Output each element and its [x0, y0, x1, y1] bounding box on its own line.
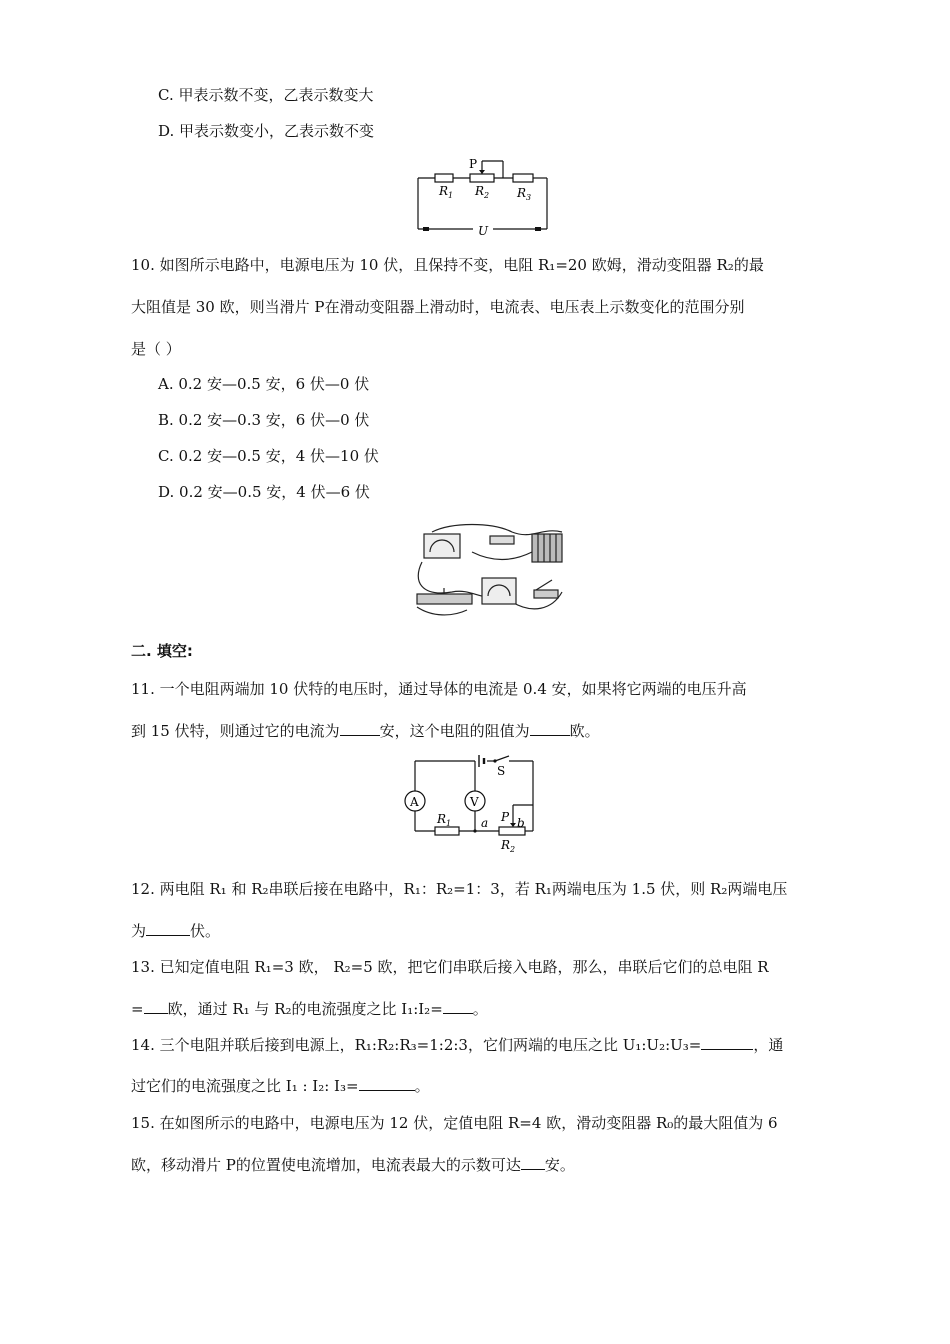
q14-blank-voltage-ratio[interactable] — [701, 1035, 753, 1050]
q15-blank-current[interactable] — [521, 1155, 545, 1170]
ammeter-label: A — [410, 795, 419, 809]
q12-text-a: 为 — [131, 922, 147, 940]
point-b-label: b — [517, 816, 525, 830]
q13-blank-ratio[interactable] — [443, 999, 473, 1014]
meter-circuit-diagram — [405, 753, 540, 853]
fig3-slider-label: P — [501, 810, 510, 824]
q11-blank-resistance[interactable] — [530, 721, 570, 736]
q14-text-d: 。 — [414, 1077, 430, 1095]
q14-blank-current-ratio[interactable] — [359, 1076, 415, 1091]
q10-option-a: A. 0.2 安—0.5 安，6 伏—0 伏 — [158, 375, 370, 393]
svg-text:R1 — [438, 184, 453, 200]
option-c: C. 甲表示数不变，乙表示数变大 — [158, 86, 374, 104]
q15-text-a: 欧，移动滑片 P的位置使电流增加，电流表最大的示数可达 — [131, 1156, 521, 1174]
q10-line3: 是（ ） — [131, 340, 181, 358]
fig3-r1-label: R — [437, 812, 447, 826]
r2-sub: 2 — [484, 191, 490, 200]
q13-blank-total[interactable] — [144, 999, 168, 1014]
svg-text:R3 — [516, 186, 531, 202]
q14-text-c: 过它们的电流强度之比 I₁ : I₂: I₃= — [131, 1077, 359, 1095]
switch-label: S — [497, 764, 506, 778]
r3-label: R — [517, 186, 527, 200]
q10-line1: 10. 如图所示电路中，电源电压为 10 伏，且保持不变，电阻 R₁=20 欧姆，滑动变阻器 R₂的最 — [131, 256, 764, 274]
q11-line1: 11. 一个电阻两端加 10 伏特的电压时，通过导体的电流是 0.4 安，如果将它两端的电压升高 — [131, 680, 747, 698]
q15-text-b: 安。 — [544, 1156, 575, 1174]
q10-option-b: B. 0.2 安—0.3 安，6 伏—0 伏 — [158, 411, 370, 429]
q10-line2: 大阻值是 30 欧，则当滑片 P在滑动变阻器上滑动时，电流表、电压表上示数变化的范围分别 — [131, 298, 745, 316]
q11-text-a: 到 15 伏特，则通过它的电流为 — [131, 722, 340, 740]
q15-line2 — [131, 1154, 575, 1175]
fig3-r2-label: R — [501, 838, 511, 852]
q14-text-a: 14. 三个电阻并联后接到电源上，R₁:R₂:R₃=1:2:3，它们两端的电压之比 U₁:U₂:U₃= — [131, 1036, 702, 1054]
svg-text:R2 — [474, 184, 489, 200]
fig3-r2-sub: 2 — [510, 845, 516, 854]
series-circuit-diagram — [415, 155, 550, 240]
r3-sub: 3 — [526, 193, 532, 202]
q12-blank-voltage[interactable] — [146, 921, 190, 936]
r1-sub: 1 — [448, 191, 454, 200]
point-a-label: a — [481, 816, 489, 830]
q13-text-b: 欧，通过 R₁ 与 R₂的电流强度之比 I₁:I₂= — [167, 1000, 443, 1018]
q13-line1: 13. 已知定值电阻 R₁=3 欧， R₂=5 欧，把它们串联后接入电路，那么，串联后它们的总电阻 R — [131, 958, 769, 976]
q12-text-b: 伏。 — [190, 922, 221, 940]
q11-text-c: 欧。 — [569, 722, 600, 740]
q13-text-a: = — [131, 1000, 144, 1018]
slider-label: P — [469, 157, 478, 171]
q10-option-c: C. 0.2 安—0.5 安，4 伏—10 伏 — [158, 447, 379, 465]
q14-text-b: ，通 — [753, 1036, 784, 1054]
q11-line2 — [131, 720, 600, 741]
svg-text:R2 — [500, 838, 515, 854]
option-d: D. 甲表示数变小，乙表示数不变 — [158, 122, 375, 140]
apparatus-figure — [412, 522, 572, 622]
q11-blank-current[interactable] — [340, 721, 380, 736]
q15-line1: 15. 在如图所示的电路中，电源电压为 12 伏，定值电阻 R=4 欧，滑动变阻器 R₀的最大阻值为 6 — [131, 1114, 778, 1132]
r1-label: R — [439, 184, 449, 198]
q10-option-d: D. 0.2 安—0.5 安，4 伏—6 伏 — [158, 483, 370, 501]
q13-line2 — [131, 998, 488, 1019]
voltmeter-label: V — [470, 795, 479, 809]
q12-line2 — [131, 920, 220, 941]
q14-line1 — [131, 1034, 783, 1055]
q14-line2 — [131, 1075, 430, 1096]
r2-label: R — [475, 184, 485, 198]
q12-line1: 12. 两电阻 R₁ 和 R₂串联后接在电路中，R₁：R₂=1：3，若 R₁两端电压为 1.5 伏，则 R₂两端电压 — [131, 880, 788, 898]
q11-text-b: 安，这个电阻的阻值为 — [379, 722, 530, 740]
fig3-r1-sub: 1 — [446, 819, 452, 828]
svg-text:R1 — [436, 812, 451, 828]
voltage-label: U — [478, 224, 489, 238]
q13-text-c: 。 — [472, 1000, 488, 1018]
section-title: 二. 填空: — [131, 642, 193, 660]
